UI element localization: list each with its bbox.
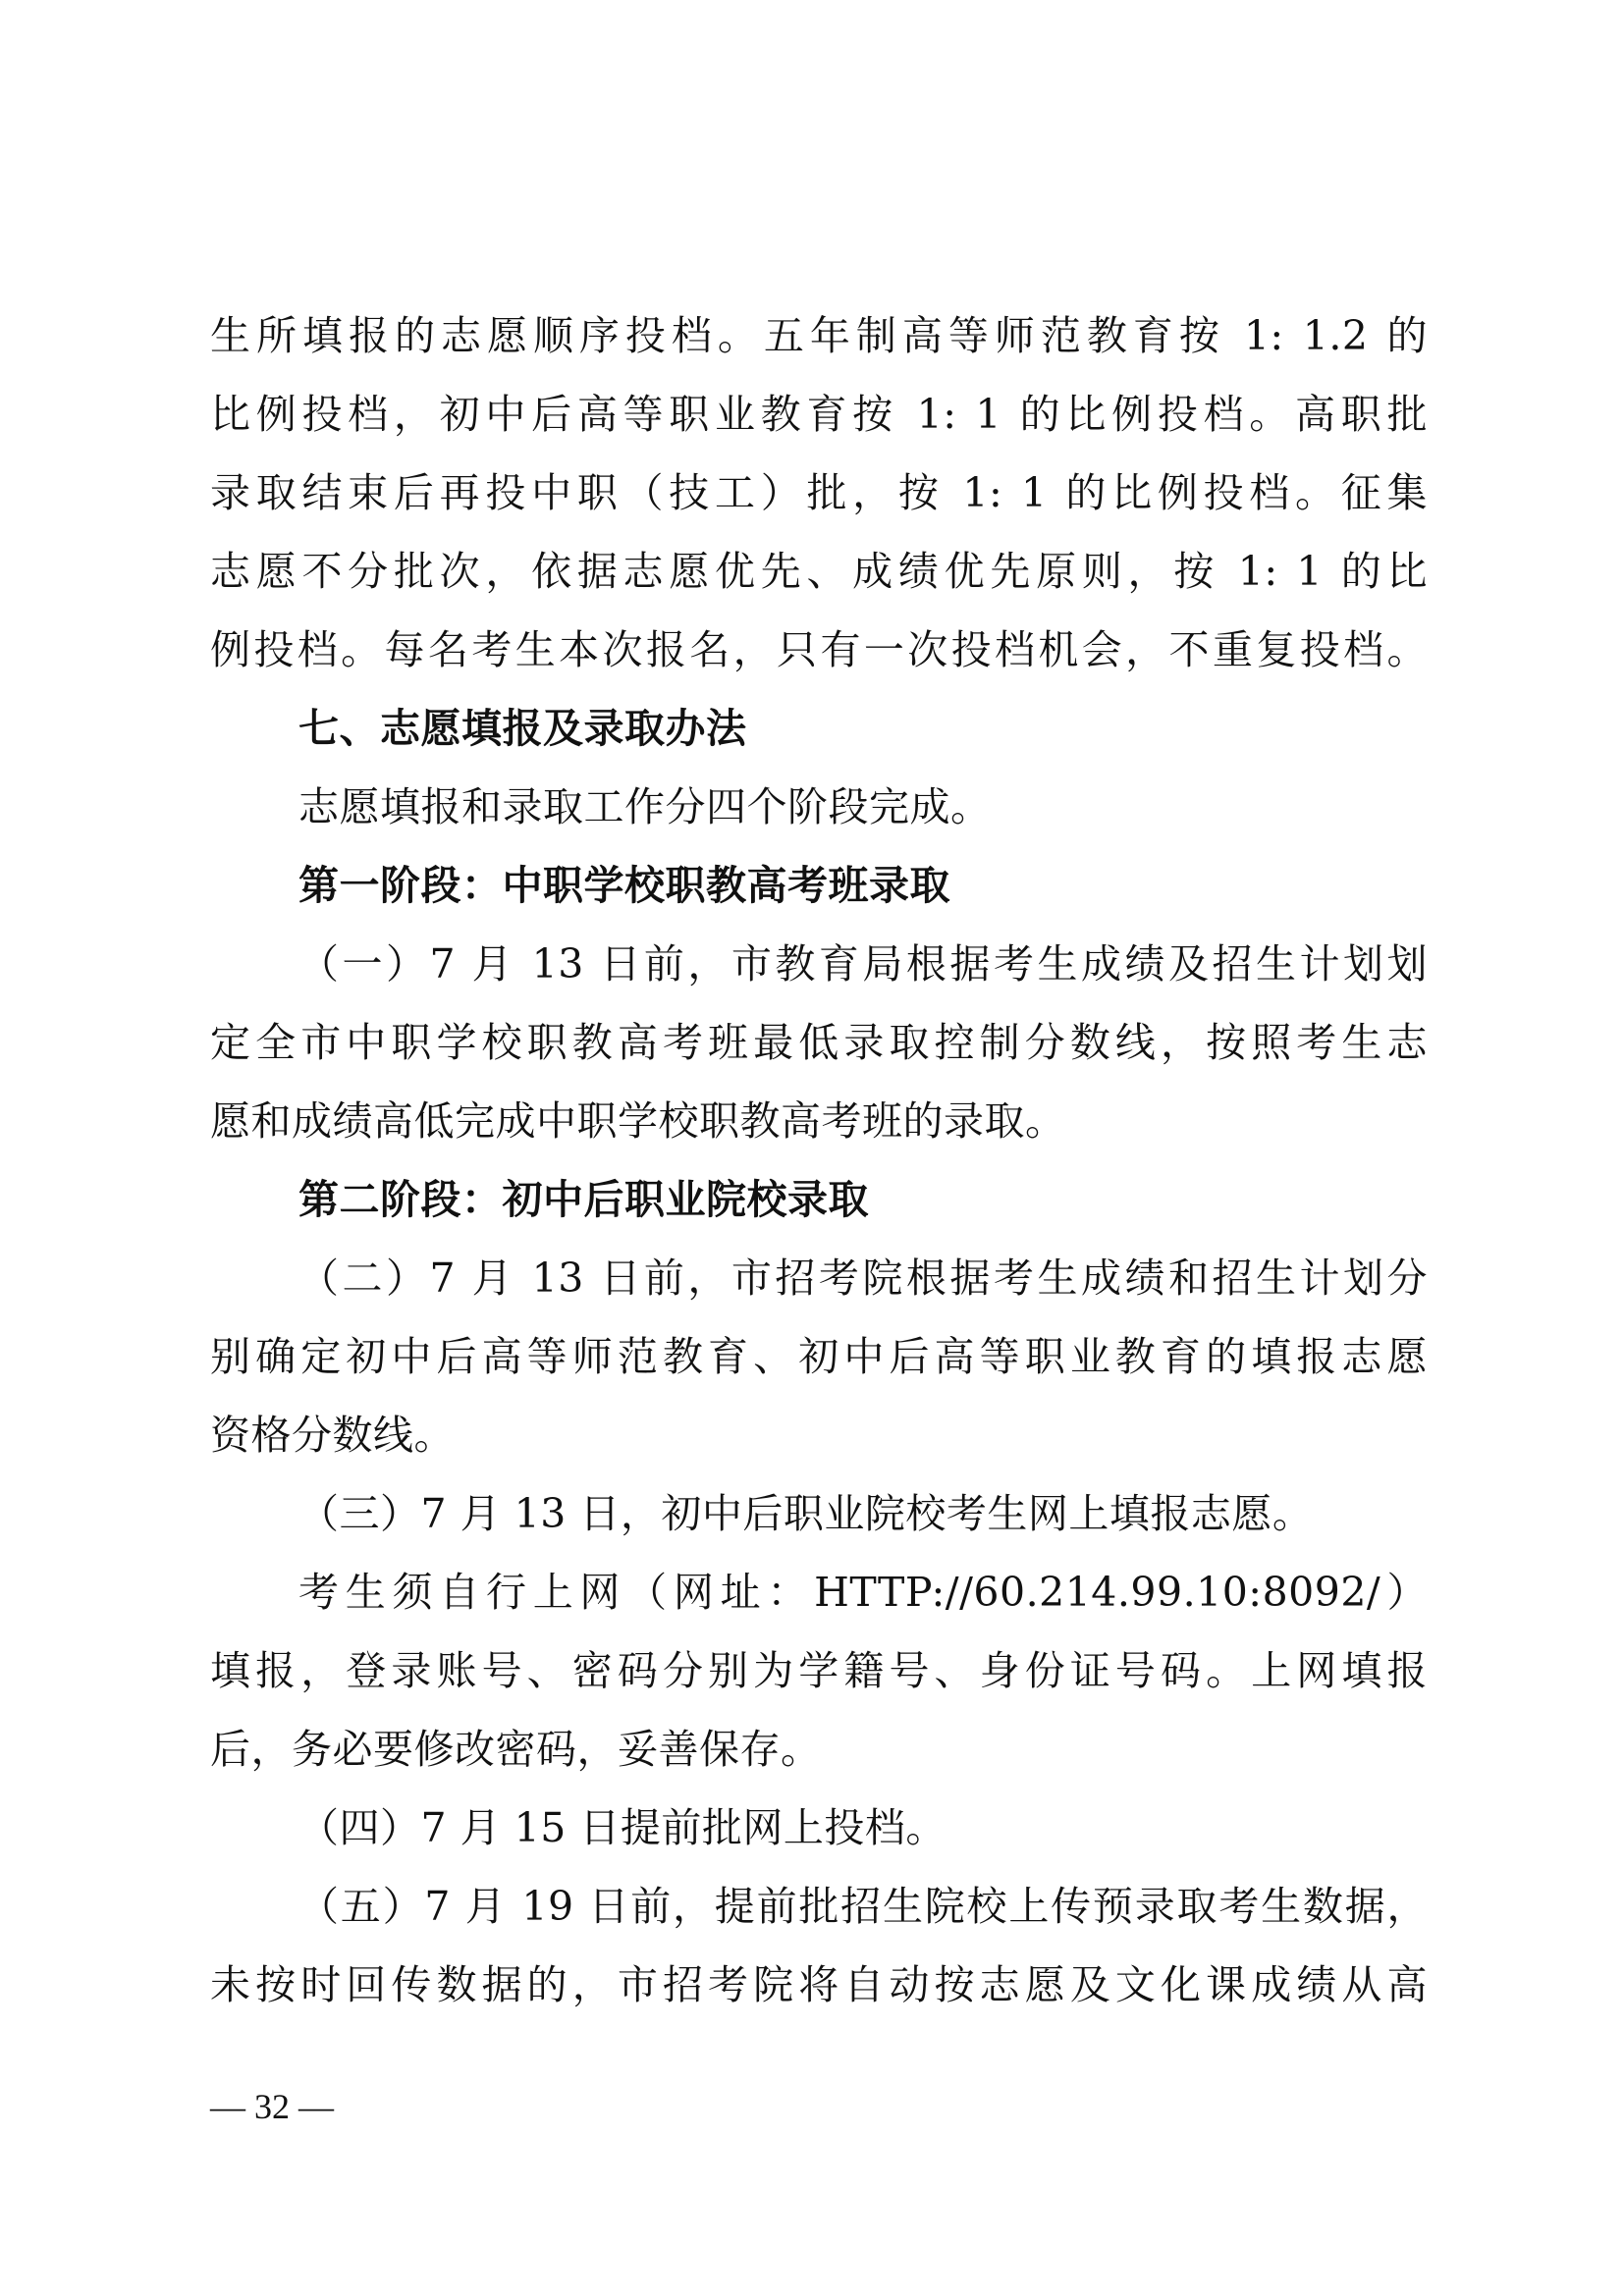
body-text-line: 生所填报的志愿顺序投档。五年制高等师范教育按 1: 1.2 的 xyxy=(210,312,1428,359)
body-text-line: 志愿不分批次，依据志愿优先、成绩优先原则，按 1: 1 的比 xyxy=(210,548,1428,595)
body-text-line: 未按时回传数据的，市招考院将自动按志愿及文化课成绩从高 xyxy=(210,1961,1428,2008)
body-text-line: 填报，登录账号、密码分别为学籍号、身份证号码。上网填报 xyxy=(210,1647,1428,1694)
section-heading: 七、志愿填报及录取办法 xyxy=(298,705,747,752)
body-text-line: 志愿填报和录取工作分四个阶段完成。 xyxy=(298,783,992,830)
page-number: — 32 — xyxy=(210,2087,334,2126)
stage-heading: 第二阶段：初中后职业院校录取 xyxy=(298,1176,869,1223)
body-text-line: （五）7 月 19 日前，提前批招生院校上传预录取考生数据， xyxy=(298,1883,1428,1930)
body-text-line: 考生须自行上网（网址：HTTP://60.214.99.10:8092/） xyxy=(298,1569,1428,1616)
body-text-line: 例投档。每名考生本次报名，只有一次投档机会，不重复投档。 xyxy=(210,626,1428,673)
body-text-line: 资格分数线。 xyxy=(210,1412,455,1459)
body-text-line: 愿和成绩高低完成中职学校职教高考班的录取。 xyxy=(210,1097,1066,1145)
body-text-line: （四）7 月 15 日提前批网上投档。 xyxy=(298,1804,947,1851)
body-text-line: （二）7 月 13 日前，市招考院根据考生成绩和招生计划分 xyxy=(298,1255,1428,1302)
body-text-line: 录取结束后再投中职（技工）批，按 1: 1 的比例投档。征集 xyxy=(210,469,1428,516)
body-text-line: 后，务必要修改密码，妥善保存。 xyxy=(210,1726,822,1773)
body-text-line: 定全市中职学校职教高考班最低录取控制分数线，按照考生志 xyxy=(210,1019,1428,1066)
body-text-line: （三）7 月 13 日，初中后职业院校考生网上填报志愿。 xyxy=(298,1490,1314,1537)
body-text-line: 别确定初中后高等师范教育、初中后高等职业教育的填报志愿 xyxy=(210,1333,1428,1380)
stage-heading: 第一阶段：中职学校职教高考班录取 xyxy=(298,862,950,909)
body-text-line: （一）7 月 13 日前，市教育局根据考生成绩及招生计划划 xyxy=(298,940,1428,988)
body-text-line: 比例投档，初中后高等职业教育按 1: 1 的比例投档。高职批 xyxy=(210,391,1428,438)
